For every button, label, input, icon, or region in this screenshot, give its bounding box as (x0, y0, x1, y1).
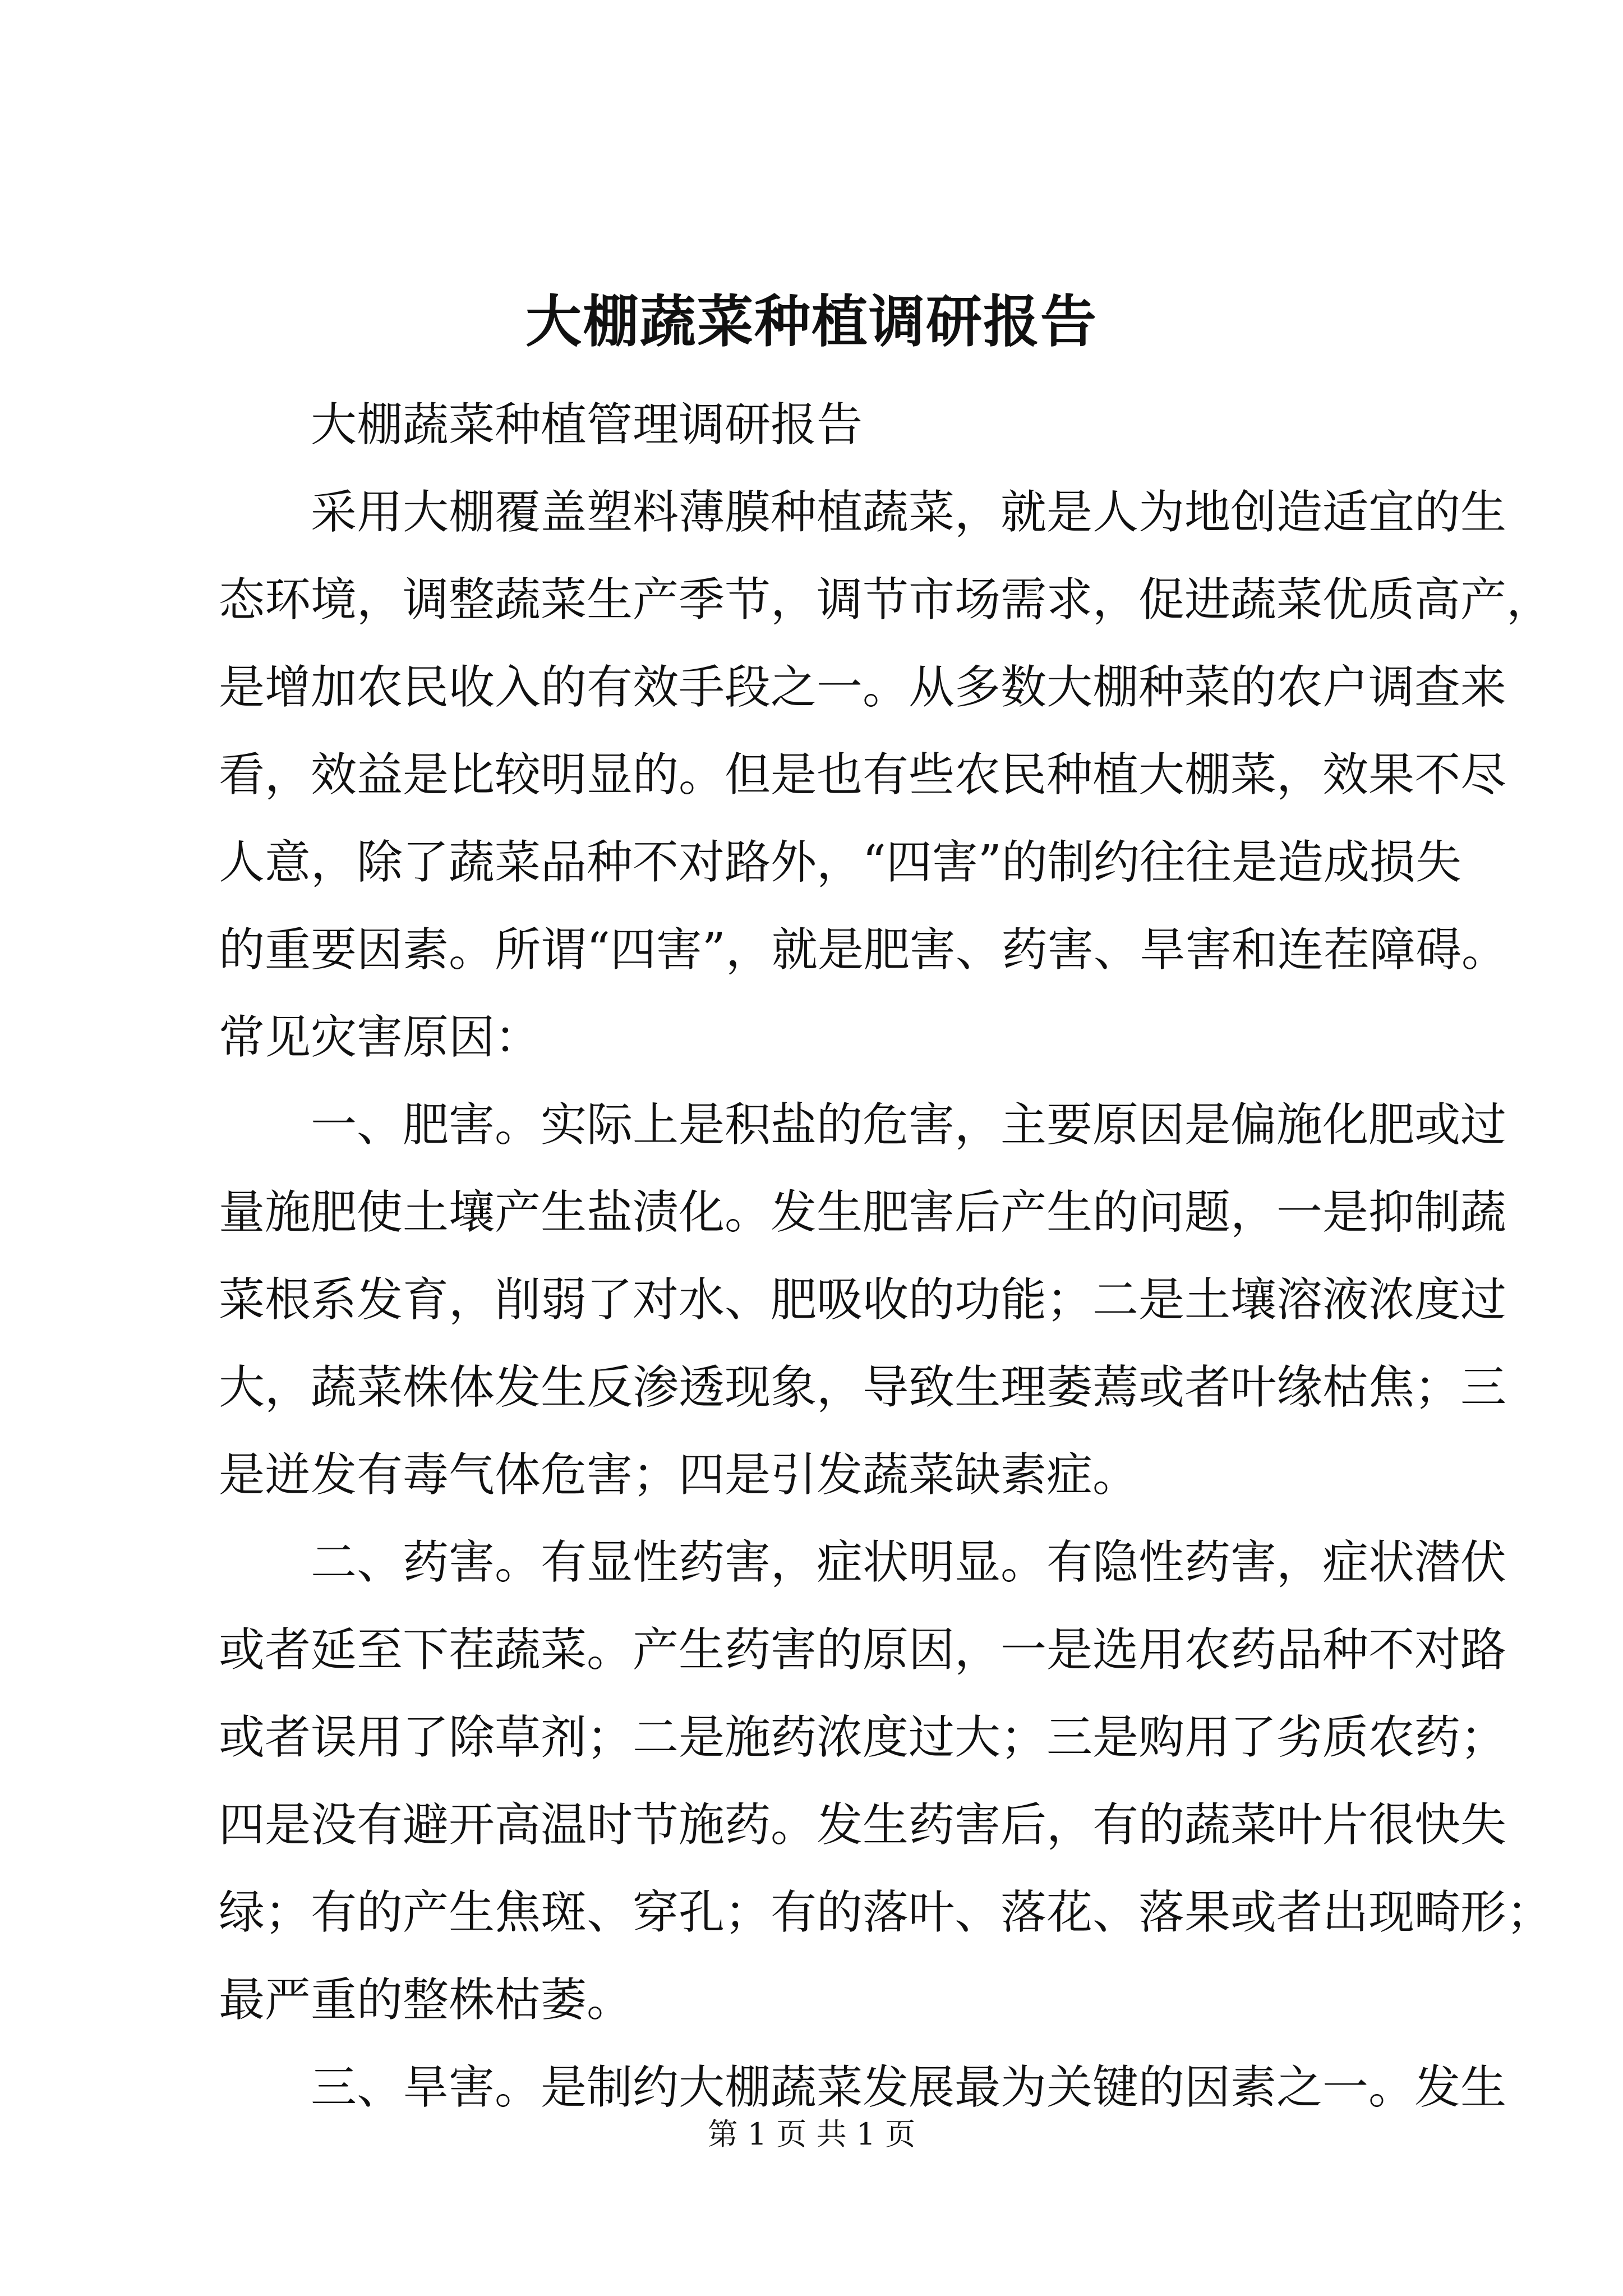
paragraph-line: 一、肥害。实际上是积盐的危害，主要原因是偏施化肥或过 (311, 1098, 1507, 1152)
paragraph-line: 菜根系发育，削弱了对水、肥吸收的功能；二是土壤溶液浓度过 (219, 1273, 1507, 1327)
paragraph-line: 是增加农民收入的有效手段之一。从多数大棚种菜的农户调查来 (219, 661, 1507, 714)
subtitle-line: 大棚蔬菜种植管理调研报告 (311, 398, 863, 452)
paragraph-line: 三、旱害。是制约大棚蔬菜发展最为关键的因素之一。发生 (311, 2061, 1507, 2114)
document-title: 大棚蔬菜种植调研报告 (525, 288, 1098, 355)
paragraph-line: 量施肥使土壤产生盐渍化。发生肥害后产生的问题，一是抑制蔬 (219, 1186, 1507, 1239)
paragraph-line: 大，蔬菜株体发生反渗透现象，导致生理萎蔫或者叶缘枯焦；三 (219, 1361, 1507, 1414)
paragraph-line: 绿；有的产生焦斑、穿孔；有的落叶、落花、落果或者出现畸形； (219, 1886, 1553, 1939)
document-body (219, 381, 1553, 2132)
paragraph-line: 二、药害。有显性药害，症状明显。有隐性药害，症状潜伏 (311, 1536, 1507, 1589)
paragraph-line: 看，效益是比较明显的。但是也有些农民种植大棚菜，效果不尽 (219, 748, 1507, 802)
paragraph-line: 人意，除了蔬菜品种不对路外，“四害”的制约往往是造成损失 (219, 836, 1461, 889)
paragraph-line: 态环境，调整蔬菜生产季节，调节市场需求，促进蔬菜优质高产， (219, 573, 1553, 627)
page-number-footer: 第 1 页 共 1 页 (707, 2116, 916, 2152)
paragraph-line: 最严重的整株枯萎。 (219, 1973, 633, 2027)
paragraph-line: 或者误用了除草剂；二是施药浓度过大；三是购用了劣质农药； (219, 1711, 1507, 1764)
paragraph-line: 采用大棚覆盖塑料薄膜种植蔬菜，就是人为地创造适宜的生 (311, 486, 1507, 539)
paragraph-line: 是迸发有毒气体危害；四是引发蔬菜缺素症。 (219, 1448, 1139, 1502)
paragraph-line: 或者延至下茬蔬菜。产生药害的原因，一是选用农药品种不对路 (219, 1623, 1507, 1677)
paragraph-line: 常见灾害原因： (219, 1011, 541, 1064)
paragraph-line: 的重要因素。所谓“四害”，就是肥害、药害、旱害和连茬障碍。 (219, 923, 1507, 977)
paragraph-line: 四是没有避开高温时节施药。发生药害后，有的蔬菜叶片很快失 (219, 1798, 1507, 1852)
